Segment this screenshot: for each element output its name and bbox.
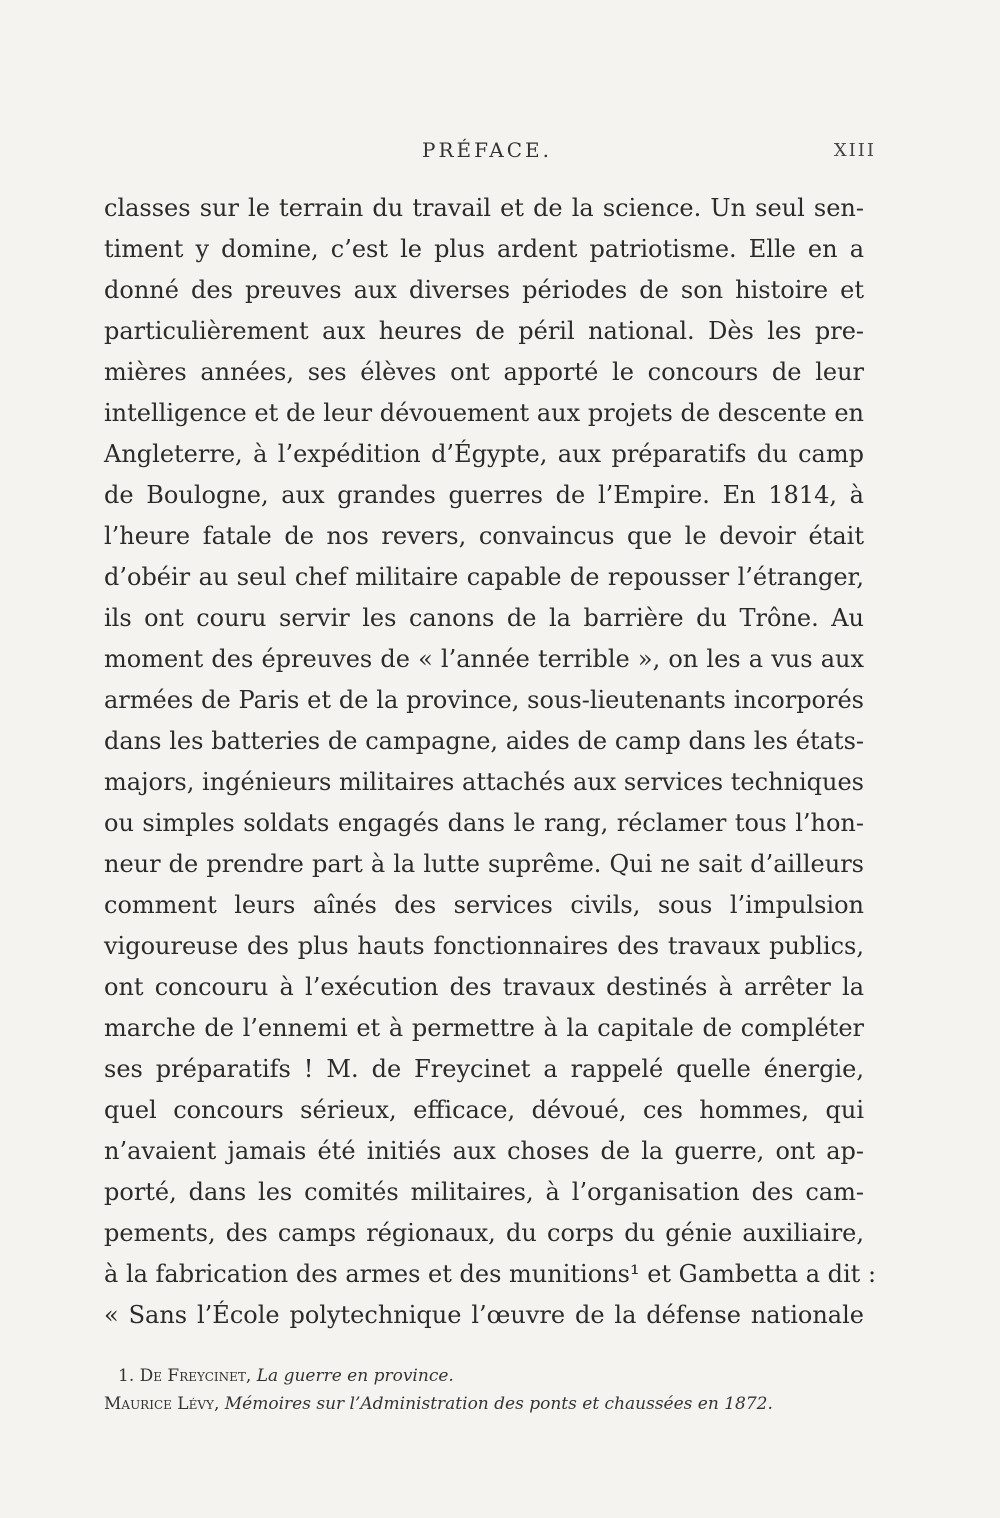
footnote-1 — [104, 1362, 824, 1390]
text-line: pements, des camps régionaux, du corps du génie auxiliaire, — [104, 1219, 864, 1247]
text-line: porté, dans les comités militaires, à l’organisation des cam- — [104, 1178, 864, 1206]
text-line: n’avaient jamais été initiés aux choses de la guerre, ont ap- — [104, 1137, 864, 1165]
text-line: timent y domine, c’est le plus ardent patriotisme. Elle en a — [104, 235, 864, 263]
text-line: moment des épreuves de « l’année terrible », on les a vus aux — [104, 645, 864, 673]
text-line: ses préparatifs ! M. de Freycinet a rappelé quelle énergie, — [104, 1055, 864, 1083]
text-line: vigoureuse des plus hauts fonctionnaires des travaux publics, — [104, 932, 864, 960]
text-line: armées de Paris et de la province, sous-lieutenants incorporés — [104, 686, 864, 714]
footnote-author: Maurice Lévy, — [104, 1394, 220, 1414]
page-title: PRÉFACE. — [422, 138, 552, 162]
text-line: classes sur le terrain du travail et de la science. Un seul sen- — [104, 194, 864, 222]
page-number: XIII — [833, 140, 876, 161]
text-line: ils ont couru servir les canons de la barrière du Trône. Au — [104, 604, 864, 632]
text-line: l’heure fatale de nos revers, convaincus que le devoir était — [104, 522, 864, 550]
text-line: « Sans l’École polytechnique l’œuvre de la défense nationale — [104, 1301, 864, 1329]
footnotes — [104, 1362, 824, 1418]
footnote-marker: 1. — [118, 1366, 135, 1386]
text-line: ou simples soldats engagés dans le rang, réclamer tous l’hon- — [104, 809, 864, 837]
text-line: majors, ingénieurs militaires attachés aux services techniques — [104, 768, 864, 796]
body-text — [104, 188, 877, 1336]
text-line: comment leurs aînés des services civils, sous l’impulsion — [104, 891, 864, 919]
text-line: à la fabrication des armes et des munitions¹ et Gambetta a dit : — [104, 1260, 877, 1288]
text-line: neur de prendre part à la lutte suprême. Qui ne sait d’ailleurs — [104, 850, 864, 878]
text-line: dans les batteries de campagne, aides de camp dans les états- — [104, 727, 864, 755]
text-line: particulièrement aux heures de péril national. Dès les pre- — [104, 317, 864, 345]
text-line: quel concours sérieux, efficace, dévoué, ces hommes, qui — [104, 1096, 864, 1124]
footnote-2 — [104, 1390, 824, 1418]
footnote-title: La guerre en province. — [256, 1366, 454, 1386]
text-line: de Boulogne, aux grandes guerres de l’Empire. En 1814, à — [104, 481, 864, 509]
footnote-title: Mémoires sur l’Administration des ponts et chaussées en 1872. — [224, 1394, 773, 1414]
text-line: marche de l’ennemi et à permettre à la capitale de compléter — [104, 1014, 864, 1042]
running-head — [104, 138, 876, 168]
text-line: d’obéir au seul chef militaire capable de repousser l’étranger, — [104, 563, 864, 591]
text-line: donné des preuves aux diverses périodes de son histoire et — [104, 276, 864, 304]
text-line: ont concouru à l’exécution des travaux destinés à arrêter la — [104, 973, 864, 1001]
text-line: intelligence et de leur dévouement aux projets de descente en — [104, 399, 864, 427]
text-line: mières années, ses élèves ont apporté le concours de leur — [104, 358, 864, 386]
footnote-author: De Freycinet, — [139, 1366, 252, 1386]
text-line: Angleterre, à l’expédition d’Égypte, aux préparatifs du camp — [104, 440, 864, 468]
